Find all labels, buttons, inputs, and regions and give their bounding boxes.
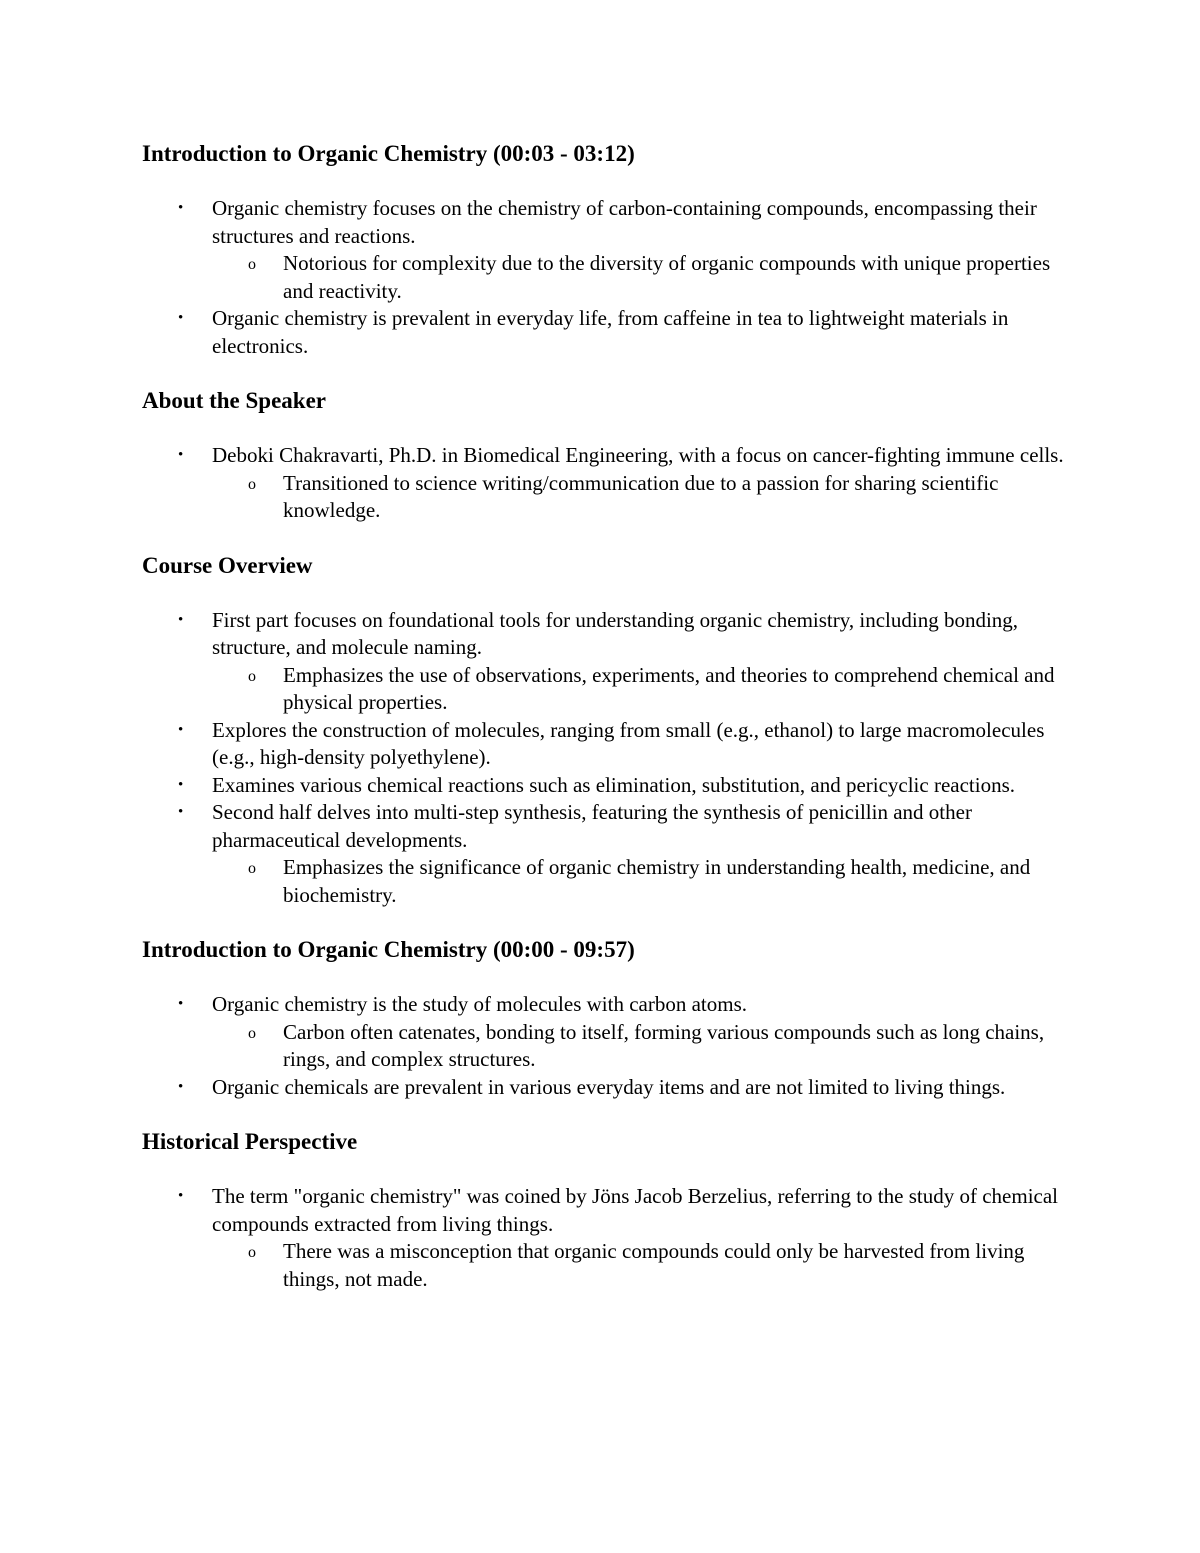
bullet-item	[142, 991, 1072, 1074]
bullet-icon: •	[178, 611, 184, 628]
circle-bullet-icon: o	[248, 667, 256, 685]
bullet-icon: •	[178, 776, 184, 793]
section	[142, 936, 1072, 1101]
section-heading: Introduction to Organic Chemistry (00:03 - 03:12)	[142, 141, 635, 166]
bullet-text: Organic chemistry is the study of molecules with carbon atoms.	[212, 992, 747, 1016]
circle-bullet-icon: o	[248, 256, 256, 273]
bullet-list	[142, 1183, 1072, 1293]
bullet-icon: •	[178, 1078, 184, 1095]
subbullet-list	[212, 662, 1072, 717]
bullet-text: Explores the construction of molecules, ranging from small (e.g., ethanol) to large macromolecules (e.g., high-density polyethylene).	[212, 717, 1045, 769]
bullet-icon: •	[178, 721, 184, 738]
bullet-icon: •	[178, 804, 184, 820]
subbullet-text: Emphasizes the significance of organic chemistry in understanding health, medicine, and biochemistry.	[283, 855, 1031, 907]
section	[142, 552, 1072, 910]
bullet-text: Organic chemicals are prevalent in various everyday items and are not limited to living things.	[212, 1074, 1006, 1099]
section-heading: Introduction to Organic Chemistry (00:00 - 09:57)	[142, 937, 635, 962]
document-content	[142, 140, 1072, 1293]
subbullet-text: Emphasizes the use of observations, experiments, and theories to comprehend chemical and physical properties.	[283, 662, 1055, 714]
subbullet-item	[212, 1019, 1072, 1074]
subbullet-list	[212, 1238, 1072, 1293]
bullet-item	[142, 607, 1072, 717]
bullet-text: Second half delves into multi-step synthesis, featuring the synthesis of penicillin and other pharmaceutical developments.	[212, 800, 972, 852]
subbullet-list	[212, 250, 1072, 305]
bullet-item	[142, 305, 1072, 360]
bullet-item	[142, 1183, 1072, 1293]
section	[142, 140, 1072, 360]
bullet-icon: •	[178, 200, 184, 216]
bullet-icon: •	[178, 310, 184, 326]
subbullet-text: Transitioned to science writing/communication due to a passion for sharing scientific knowledge.	[283, 470, 999, 522]
circle-bullet-icon: o	[248, 860, 256, 877]
bullet-item	[142, 1074, 1072, 1102]
bullet-list	[142, 442, 1072, 525]
bullet-text: First part focuses on foundational tools for understanding organic chemistry, including bonding, structure, and molecule naming.	[212, 607, 1019, 659]
bullet-text: The term "organic chemistry" was coined by Jöns Jacob Berzelius, referring to the study of chemical compounds extracted from living things.	[212, 1184, 1058, 1236]
bullet-item	[142, 799, 1072, 909]
bullet-icon: •	[178, 1188, 184, 1204]
section-heading: Historical Perspective	[142, 1129, 358, 1154]
subbullet-list	[212, 854, 1072, 909]
bullet-text: Organic chemistry focuses on the chemistry of carbon-containing compounds, encompassing their structures and reactions.	[212, 196, 1037, 248]
subbullet-list	[212, 470, 1072, 525]
circle-bullet-icon: o	[248, 1244, 256, 1261]
bullet-icon: •	[178, 996, 184, 1012]
section	[142, 1128, 1072, 1293]
bullet-item	[142, 772, 1072, 800]
section	[142, 387, 1072, 525]
bullet-text: Deboki Chakravarti, Ph.D. in Biomedical Engineering, with a focus on cancer-fighting immune cells.	[212, 443, 1064, 467]
circle-bullet-icon: o	[248, 1024, 256, 1042]
subbullet-item	[212, 1238, 1072, 1293]
subbullet-list	[212, 1019, 1072, 1074]
circle-bullet-icon: o	[248, 475, 256, 493]
subbullet-item	[212, 470, 1072, 525]
bullet-text: Examines various chemical reactions such as elimination, substitution, and pericyclic reactions.	[212, 772, 1016, 797]
subbullet-item	[212, 250, 1072, 305]
section-heading: About the Speaker	[142, 388, 327, 413]
bullet-item	[142, 717, 1072, 772]
subbullet-text: Carbon often catenates, bonding to itself, forming various compounds such as long chains, rings, and complex structures.	[283, 1019, 1045, 1071]
bullet-icon: •	[178, 447, 184, 463]
subbullet-item	[212, 662, 1072, 717]
subbullet-item	[212, 854, 1072, 909]
bullet-list	[142, 991, 1072, 1101]
bullet-item	[142, 442, 1072, 525]
bullet-list	[142, 195, 1072, 360]
bullet-item	[142, 195, 1072, 305]
section-heading: Course Overview	[142, 552, 313, 578]
subbullet-text: There was a misconception that organic compounds could only be harvested from living things, not made.	[283, 1239, 1025, 1291]
subbullet-text: Notorious for complexity due to the diversity of organic compounds with unique properties and reactivity.	[283, 251, 1051, 303]
bullet-text: Organic chemistry is prevalent in everyday life, from caffeine in tea to lightweight materials in electronics.	[212, 306, 1009, 358]
bullet-list	[142, 607, 1072, 910]
